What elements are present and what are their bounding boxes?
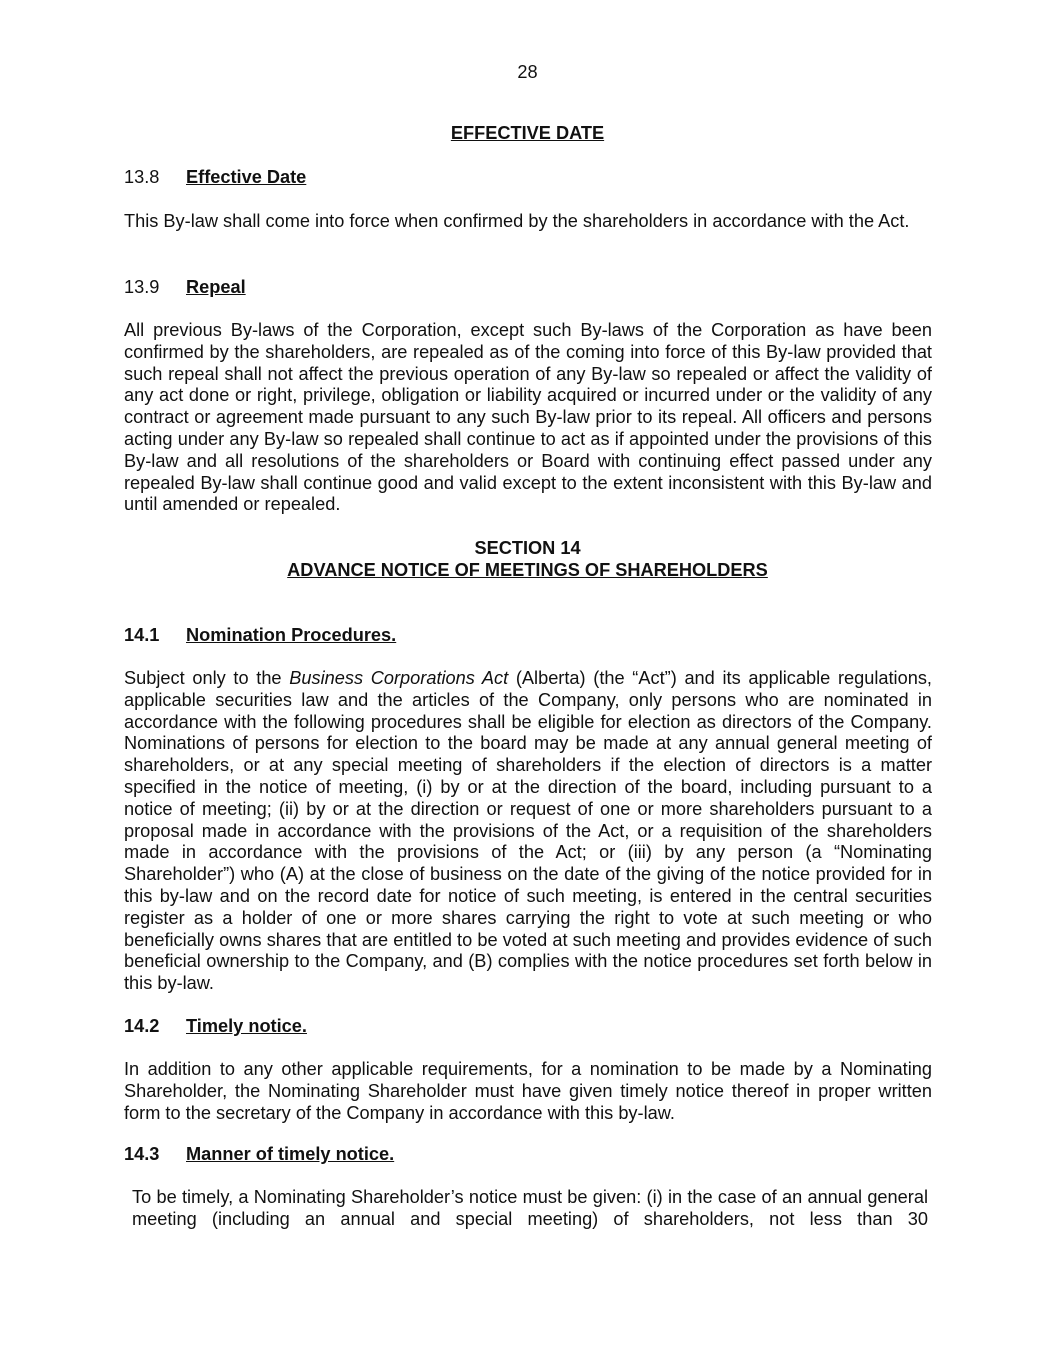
section-14-heading [0,538,1055,582]
section-14-2-heading [124,1016,934,1038]
section-title: Repeal [186,277,246,297]
section-14-title: ADVANCE NOTICE OF MEETINGS OF SHAREHOLDERS [287,559,768,580]
section-14-3-paragraph: To be timely, a Nominating Shareholder’s notice must be given: (i) in the case of an annual general meeting (including an annual and special meeting) of shareholders, not less than 30 [132,1187,928,1229]
paragraph-text-start: Subject only to the [124,668,290,688]
section-number: 14.1 [124,625,160,645]
section-number: 13.8 [124,167,160,187]
page-number: 28 [517,62,538,82]
section-title: Manner of timely notice. [186,1144,395,1164]
section-14-2-paragraph: In addition to any other applicable requirements, for a nomination to be made by a Nominating Shareholder, the Nominating Shareholder must have given timely notice thereof in proper written form to the secretary of the Company in accordance with this by-law. [124,1059,932,1123]
section-number: 14.2 [124,1016,160,1036]
section-title: Timely notice. [186,1016,307,1036]
section-13-9-heading [124,277,934,299]
effective-date-heading-text: EFFECTIVE DATE [450,123,605,143]
section-number: 14.3 [124,1144,160,1164]
section-13-9-paragraph: All previous By-laws of the Corporation, except such By-laws of the Corporation as have been confirmed by the shareholders, are repealed as of the coming into force of this By-law provided that such repeal shall not affect the previous operation of any By-law so repealed or affect the validity of any act done or right, privilege, obligation or liability acquired or incurred under or the validity of any contract or agreement made pursuant to any such By-law prior to its repeal. All officers and persons acting under any By-law so repealed shall continue to act as if appointed under the provisions of this By-law and all resolutions of the shareholders or Board with continuing effect passed under any repealed By-law shall continue good and valid except to the extent inconsistent with this By-law and until amended or repealed. [124,320,932,515]
section-14-1-paragraph [124,668,932,995]
section-13-8-heading [124,167,934,189]
paragraph-text-rest: (Alberta) (the “Act”) and its applicable regulations, applicable securities law and the articles of the Company, only persons who are nominated in accordance with the following procedures shall be eligible for election as directors of the Company. Nominations of persons for election to the board may be made at any annual general meeting of shareholders, or at any special meeting of shareholders if the election of directors is a matter specified in the notice of meeting, (i) by or at the direction of the board, including pursuant to a notice of meeting; (ii) by or at the direction or request of one or more shareholders pursuant to a proposal made in accordance with the provisions of the Act, or a requisition of the shareholders made in accordance with the provisions of the Act; or (iii) by any person (a “Nominating Shareholder”) who (A) at the close of business on the date of the giving of the notice provided for in this by-law and on the record date for notice of such meeting, is entered in the central securities register as a holder of one or more shares carrying the right to vote at such meeting or who beneficially owns shares that are entitled to be voted at such meeting and provides evidence of such beneficial ownership to the Company, and (B) complies with the notice procedures set forth below in this by-law. [124,668,932,994]
section-14-3-heading [124,1144,934,1166]
act-name-italic: Business Corporations Act [289,668,509,688]
section-14-1-heading [124,625,934,647]
section-title: Nomination Procedures. [186,625,397,645]
section-14-label: SECTION 14 [474,538,581,558]
effective-date-heading [0,123,1055,145]
section-number: 13.9 [124,277,160,297]
section-13-8-paragraph: This By-law shall come into force when confirmed by the shareholders in accordance with the Act. [124,211,910,231]
section-title: Effective Date [186,167,307,187]
